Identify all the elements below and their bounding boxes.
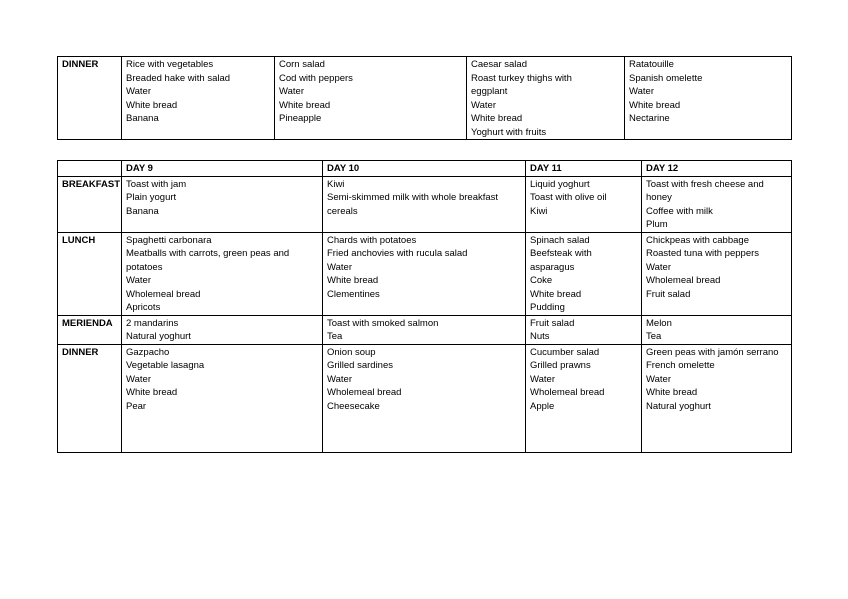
menu-item: French omelette: [646, 360, 715, 371]
column-header-day: DAY 10: [323, 161, 526, 177]
menu-item: Roast turkey thighs with eggplant: [471, 72, 572, 97]
menu-cell: [526, 232, 642, 315]
menu-item: Toast with jam: [126, 178, 187, 190]
menu-cell: [642, 315, 792, 344]
menu-item: Water: [471, 99, 496, 111]
menu-cell: [642, 176, 792, 232]
menu-item: Wholemeal bread: [327, 387, 402, 398]
menu-item: Banana: [126, 205, 159, 217]
menu-item: Pear: [126, 400, 147, 412]
menu-item: Wholemeal bread: [126, 288, 201, 300]
menu-item: Chards with potatoes: [327, 234, 417, 246]
menu-cell: [526, 176, 642, 232]
menu-cell: [122, 57, 275, 140]
menu-item: Wholemeal bread: [530, 387, 605, 398]
menu-item: Pineapple: [279, 113, 322, 124]
menu-cell: [275, 57, 467, 140]
menu-cell: [122, 344, 323, 452]
row-label-dinner: DINNER: [58, 57, 122, 140]
menu-item: Spinach salad: [530, 234, 590, 246]
menu-item: Liquid yoghurt: [530, 178, 590, 190]
menu-item: Corn salad: [279, 59, 325, 70]
menu-item: Banana: [126, 113, 159, 124]
column-header-day: DAY 9: [122, 161, 323, 177]
table-row-lunch: [58, 232, 792, 315]
menu-item: Cucumber salad: [530, 346, 600, 358]
menu-item: Tea: [327, 331, 343, 342]
menu-item: Water: [327, 373, 352, 385]
menu-item: White bread: [530, 288, 582, 300]
menu-cell: [323, 176, 526, 232]
menu-cell: [122, 232, 323, 315]
menu-item: Kiwi: [530, 205, 548, 217]
menu-cell: [323, 344, 526, 452]
menu-item: Coffee with milk: [646, 205, 713, 217]
menu-item: White bread: [646, 387, 698, 398]
menu-item: Vegetable lasagna: [126, 360, 205, 371]
menu-item: Nuts: [530, 331, 550, 342]
menu-item: Fruit salad: [646, 288, 691, 300]
menu-item: Breaded hake with salad: [126, 72, 231, 84]
menu-table-days-9-12: [57, 160, 792, 453]
menu-item: Water: [126, 86, 151, 97]
menu-item: White bread: [327, 275, 379, 286]
table-row-dinner: [58, 57, 792, 140]
menu-item: Coke: [530, 275, 553, 286]
menu-item: Clementines: [327, 288, 380, 300]
menu-item: Chickpeas with cabbage: [646, 234, 749, 246]
menu-cell: [323, 315, 526, 344]
menu-item: Apricots: [126, 302, 161, 313]
menu-item: Yoghurt with fruits: [471, 126, 547, 138]
menu-table-previous-days: [57, 56, 792, 140]
menu-item: Green peas with jamón serrano: [646, 346, 779, 358]
menu-cell: [122, 315, 323, 344]
menu-item: Water: [126, 275, 151, 286]
menu-item: Spaghetti carbonara: [126, 234, 212, 246]
menu-item: Tea: [646, 331, 662, 342]
row-label-breakfast: BREAKFAST: [58, 176, 122, 232]
menu-item: White bread: [629, 99, 681, 111]
menu-item: Grilled prawns: [530, 360, 591, 371]
menu-item: White bread: [279, 99, 331, 111]
menu-cell: [526, 344, 642, 452]
menu-item: Water: [279, 86, 304, 97]
table-row-breakfast: [58, 176, 792, 232]
row-label-lunch: LUNCH: [58, 232, 122, 315]
menu-item: Meatballs with carrots, green peas and potatoes: [126, 248, 290, 273]
menu-item: Caesar salad: [471, 59, 527, 70]
menu-cell: [122, 176, 323, 232]
menu-item: White bread: [126, 99, 178, 111]
menu-item: Melon: [646, 317, 672, 329]
menu-item: Nectarine: [629, 113, 670, 124]
menu-item: Gazpacho: [126, 346, 170, 358]
menu-item: Water: [530, 373, 555, 385]
column-header-day: DAY 12: [642, 161, 792, 177]
menu-cell: [526, 315, 642, 344]
menu-item: 2 mandarins: [126, 317, 179, 329]
menu-item: White bread: [471, 113, 523, 124]
menu-item: Wholemeal bread: [646, 275, 721, 286]
menu-item: Ratatouille: [629, 59, 674, 70]
menu-item: Semi-skimmed milk with whole breakfast cereals: [327, 192, 499, 217]
menu-item: Spanish omelette: [629, 72, 703, 84]
menu-item: Water: [646, 373, 671, 385]
table-header-row: [58, 161, 792, 177]
menu-cell: [642, 344, 792, 452]
menu-cell: [323, 232, 526, 315]
menu-item: Water: [327, 261, 352, 273]
menu-item: Beefsteak with asparagus: [530, 248, 592, 273]
menu-item: Apple: [530, 400, 555, 412]
menu-item: Natural yoghurt: [646, 400, 711, 412]
menu-cell: [625, 57, 792, 140]
row-label-dinner: DINNER: [58, 344, 122, 452]
menu-cell: [642, 232, 792, 315]
menu-item: Rice with vegetables: [126, 59, 214, 70]
row-label-merienda: MERIENDA: [58, 315, 122, 344]
menu-item: Onion soup: [327, 346, 376, 358]
menu-item: Fried anchovies with rucula salad: [327, 248, 468, 259]
menu-item: Pudding: [530, 302, 565, 313]
menu-cell: [467, 57, 625, 140]
menu-item: Water: [646, 261, 671, 273]
menu-item: Cod with peppers: [279, 72, 353, 84]
menu-item: Plum: [646, 219, 668, 230]
menu-item: Grilled sardines: [327, 360, 393, 371]
menu-item: Toast with fresh cheese and honey: [646, 178, 764, 203]
table-row-dinner: [58, 344, 792, 452]
menu-item: Water: [629, 86, 654, 97]
table-row-merienda: [58, 315, 792, 344]
menu-item: Toast with olive oil: [530, 192, 607, 203]
menu-item: Natural yoghurt: [126, 331, 191, 342]
menu-item: Toast with smoked salmon: [327, 317, 439, 329]
menu-item: Kiwi: [327, 178, 345, 190]
menu-item: Cheesecake: [327, 400, 380, 412]
menu-item: Plain yogurt: [126, 192, 177, 203]
corner-cell: [58, 161, 122, 177]
menu-item: Fruit salad: [530, 317, 575, 329]
menu-item: Water: [126, 373, 151, 385]
menu-item: Roasted tuna with peppers: [646, 248, 760, 259]
menu-item: White bread: [126, 387, 178, 398]
column-header-day: DAY 11: [526, 161, 642, 177]
